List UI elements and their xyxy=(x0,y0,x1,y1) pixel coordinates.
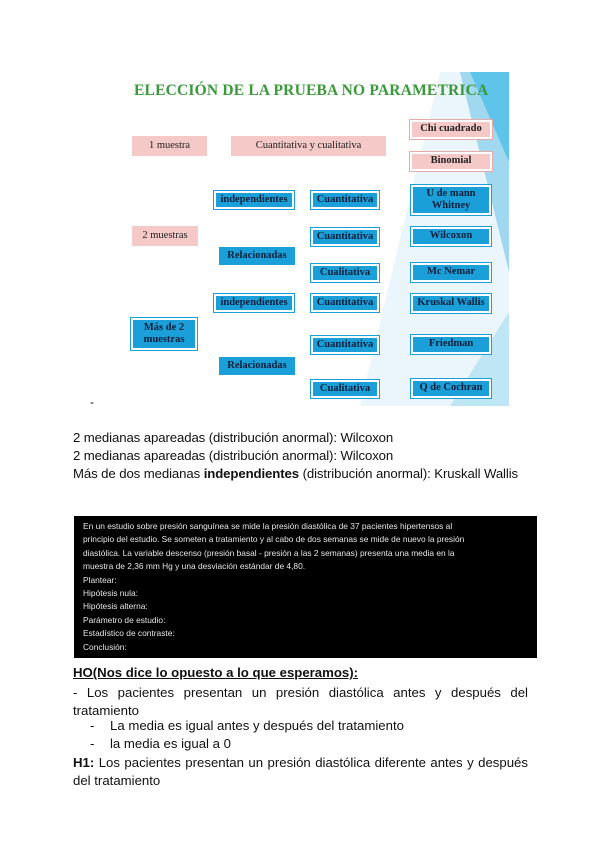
problem-line: En un estudio sobre presión sanguínea se mide la presión diastólica de 37 pacientes hipertensos al xyxy=(83,521,453,531)
problem-line: Conclusión: xyxy=(83,641,127,652)
problem-line: Estadístico de contraste: xyxy=(83,628,175,639)
box-independent-1: independientes xyxy=(214,191,294,209)
box-quantitative-3: Cuantitativa xyxy=(311,294,379,312)
diagram-title: ELECCIÓN DE LA PRUEBA NO PARAMETRICA xyxy=(134,82,489,99)
h1-label: H1: xyxy=(73,755,95,770)
problem-statement-box xyxy=(74,516,537,658)
box-one-sample: 1 muestra xyxy=(132,136,207,156)
note-line-1: 2 medianas apareadas (distribución anormal): Wilcoxon xyxy=(73,430,394,445)
box-related-1: Relacionadas xyxy=(219,247,295,265)
box-qualitative-1: Cualitativa xyxy=(311,264,379,282)
box-kruskal-wallis: Kruskal Wallis xyxy=(411,294,491,313)
problem-line: Parámetro de estudio: xyxy=(83,614,166,625)
box-binomial: Binomial xyxy=(410,152,492,171)
h0-bullet-2 xyxy=(90,736,231,751)
box-two-samples: 2 muestras xyxy=(132,226,198,246)
box-chi-square: Chi cuadrado xyxy=(410,120,492,139)
bullet-text: La media es igual antes y después del tratamiento xyxy=(110,718,404,733)
box-more-than-two: Más de 2 muestras xyxy=(131,318,197,350)
h0-text: - Los pacientes presentan un presión diastólica antes y después del tratamiento xyxy=(73,685,528,718)
box-wilcoxon: Wilcoxon xyxy=(411,227,491,246)
box-qualitative-2: Cualitativa xyxy=(311,380,379,398)
box-mann-whitney: U de mann Whitney xyxy=(411,185,491,215)
problem-line: Hipótesis alterna: xyxy=(83,601,148,612)
stray-dash: - xyxy=(90,395,94,409)
bullet-text: la media es igual a 0 xyxy=(110,736,231,751)
note-line-3 xyxy=(73,466,518,481)
note-line-3-pre: Más de dos medianas xyxy=(73,466,204,481)
h0-bullet-1 xyxy=(90,718,404,733)
problem-line: principio del estudio. Se someten a tratamiento y al cabo de dos semanas se mide de nuevo la presión xyxy=(83,534,465,545)
note-line-3-bold: independientes xyxy=(203,466,300,481)
problem-line: muestra de 2,36 mm Hg y una desviación estándar de 4,80. xyxy=(83,561,306,572)
box-mcnemar: Mc Nemar xyxy=(411,263,491,282)
box-quantitative-1: Cuantitativa xyxy=(311,191,379,209)
bullet-dash: - xyxy=(90,718,95,733)
h0-heading: HO(Nos dice lo opuesto a lo que esperamos): xyxy=(73,665,359,680)
box-cochran-q: Q de Cochran xyxy=(411,379,491,398)
box-variable-type: Cuantitativa y cualitativa xyxy=(231,136,386,156)
problem-line: Plantear: xyxy=(83,574,117,585)
box-friedman: Friedman xyxy=(411,335,491,354)
problem-line: Hipótesis nula: xyxy=(83,588,138,599)
box-related-2: Relacionadas xyxy=(219,357,295,375)
problem-line: diastólica. La variable descenso (presión basal - presión a las 2 semanas) presenta una media en la xyxy=(83,547,455,558)
box-quantitative-4: Cuantitativa xyxy=(311,336,379,354)
note-line-3-post: (distribución anormal): Kruskall Wallis xyxy=(299,466,519,481)
box-independent-2: independientes xyxy=(214,294,294,312)
decision-diagram xyxy=(110,72,509,406)
h1-text: Los pacientes presentan un presión diastólica diferente antes y después del tratamiento xyxy=(73,755,528,788)
h1-paragraph xyxy=(73,754,528,790)
bullet-dash: - xyxy=(90,736,95,751)
box-quantitative-2: Cuantitativa xyxy=(311,228,379,246)
note-line-2: 2 medianas apareadas (distribución anormal): Wilcoxon xyxy=(73,448,394,463)
